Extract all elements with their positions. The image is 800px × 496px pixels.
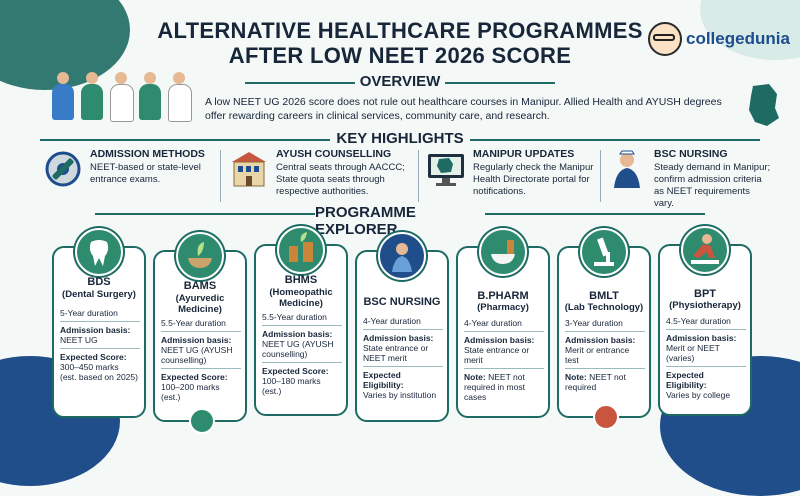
divider [40, 139, 330, 141]
highlight-text: Steady demand in Manipur; confirm admission criteria as NEET requirements vary. [654, 162, 771, 209]
programme-card-bds [52, 246, 146, 418]
title-line-2: AFTER LOW NEET 2026 SCORE [228, 43, 572, 68]
highlight-title: ADMISSION METHODS [90, 148, 205, 160]
card-basis: NEET UG (AYUSH counselling) [161, 345, 233, 365]
nurse-icon [606, 148, 648, 190]
card-duration: 5.5-Year duration [161, 318, 226, 328]
card-name: BDS [87, 276, 111, 288]
card-name: BPT [694, 288, 716, 300]
title-line-1: ALTERNATIVE HEALTHCARE PROGRAMMES [157, 18, 643, 43]
key-highlights-heading: KEY HIGHLIGHTS [336, 130, 464, 147]
logo-face-icon [648, 22, 682, 56]
divider [600, 150, 601, 202]
card-score: 300–450 marks [60, 362, 119, 372]
card-basis-label: Admission basis: [60, 325, 131, 335]
card-eligibility-label: Expected Eligibility: [363, 370, 404, 390]
card-note: NEET not required in most cases [464, 372, 525, 402]
highlight-bsc-nursing [606, 148, 771, 209]
programme-card-bhms [254, 244, 348, 416]
programme-card-bmlt [557, 246, 651, 418]
doctor-icon [166, 72, 192, 120]
highlight-manipur-updates [425, 148, 600, 206]
card-basis-label: Admission basis: [666, 333, 737, 343]
card-basis: NEET UG (AYUSH counselling) [262, 339, 334, 359]
divider [245, 82, 355, 84]
card-duration: 4-Year duration [464, 318, 522, 328]
card-basis: Merit or entrance test [565, 345, 630, 365]
card-note-label: Note: [464, 372, 486, 382]
tooth-icon [75, 228, 123, 276]
card-name: B.PHARM [477, 290, 529, 302]
card-score-label: Expected Score: [60, 352, 127, 362]
test-tube-icon [593, 404, 619, 430]
nurse-icon [378, 232, 426, 280]
doctor-icon [50, 72, 76, 120]
card-subtitle: (Ayurvedic Medicine) [175, 293, 225, 315]
highlight-title: AYUSH COUNSELLING [276, 148, 392, 160]
highlight-text: NEET-based or state-level entrance exams. [90, 162, 201, 185]
card-subtitle: (Homeopathic Medicine) [269, 287, 333, 309]
card-duration: 4-Year duration [363, 316, 421, 326]
highlight-text: Central seats through AACCC; State quota seats through respective authorities. [276, 162, 405, 197]
healthcare-workers-illustration [50, 72, 192, 120]
card-basis: Merit or NEET (varies) [666, 343, 720, 363]
herb-bottle-icon [189, 408, 215, 434]
card-score: 100–180 marks (est.) [262, 376, 321, 396]
physiotherapy-exercise-icon [681, 226, 729, 274]
gear-wrench-icon [42, 148, 84, 190]
card-score-label: Expected Score: [262, 366, 329, 376]
divider [470, 139, 760, 141]
divider [445, 82, 555, 84]
card-basis: State entrance or NEET merit [363, 343, 429, 363]
divider [418, 150, 419, 202]
logo [648, 22, 790, 56]
card-subtitle: (Lab Technology) [564, 302, 644, 313]
card-score: 100–200 marks (est.) [161, 382, 220, 402]
logo-text: collegedunia [686, 29, 790, 48]
card-basis-label: Admission basis: [565, 335, 636, 345]
card-eligibility: Varies by college [666, 390, 731, 400]
highlight-title: MANIPUR UPDATES [473, 148, 575, 160]
building-icon [228, 148, 270, 190]
card-basis-label: Admission basis: [161, 335, 232, 345]
highlight-admission-methods [42, 148, 217, 206]
highlight-title: BSC NURSING [654, 148, 728, 160]
overview-text: A low NEET UG 2026 score does not rule out healthcare courses in Manipur. Allied Health and AYUSH degrees offer rewarding careers in clinical services, community care, and research. [205, 96, 722, 122]
computer-monitor-icon [425, 148, 467, 190]
card-duration: 3-Year duration [565, 318, 623, 328]
overview-heading: OVERVIEW [359, 73, 441, 90]
card-score-label: Expected Score: [161, 372, 228, 382]
medicine-bottles-icon [277, 226, 325, 274]
card-basis-label: Admission basis: [363, 333, 434, 343]
card-duration: 5-Year duration [60, 308, 118, 318]
manipur-map-icon [745, 82, 781, 128]
card-note-label: Note: [565, 372, 587, 382]
card-name: BSC NURSING [363, 296, 441, 308]
highlight-text: Regularly check the Manipur Health Directorate portal for notifications. [473, 162, 594, 197]
programme-card-bams [153, 250, 247, 422]
card-duration: 5.5-Year duration [262, 312, 327, 322]
card-basis-label: Admission basis: [464, 335, 535, 345]
card-eligibility-label: Expected Eligibility: [666, 370, 707, 390]
highlight-ayush-counselling [228, 148, 413, 206]
card-subtitle: (Physiotherapy) [669, 300, 741, 311]
card-note: (est. based on 2025) [60, 372, 138, 382]
divider [220, 150, 221, 202]
card-basis: NEET UG [60, 335, 98, 345]
divider [485, 213, 705, 215]
card-eligibility: Varies by institution [363, 390, 437, 400]
pharmacy-mortar-icon [479, 228, 527, 276]
card-basis: State entrance or merit [464, 345, 530, 365]
doctor-icon [108, 72, 134, 120]
mortar-herb-icon [176, 232, 224, 280]
card-note: NEET not required [565, 372, 626, 392]
card-name: BMLT [589, 290, 619, 302]
programme-card-bpharm [456, 246, 550, 418]
programme-card-bsc-nursing [355, 250, 449, 422]
programme-card-bpt [658, 244, 752, 416]
divider [95, 213, 315, 215]
microscope-icon [580, 228, 628, 276]
programme-explorer-heading: PROGRAMME EXPLORER [315, 204, 416, 238]
card-duration: 4.5-Year duration [666, 316, 731, 326]
card-subtitle: (Pharmacy) [477, 302, 529, 313]
page-title [150, 18, 650, 68]
card-subtitle: (Dental Surgery) [62, 289, 136, 300]
card-name: BAMS [183, 280, 217, 292]
card-basis-label: Admission basis: [262, 329, 333, 339]
doctor-icon [79, 72, 105, 120]
nurse-icon [137, 72, 163, 120]
card-name: BHMS [284, 274, 318, 286]
